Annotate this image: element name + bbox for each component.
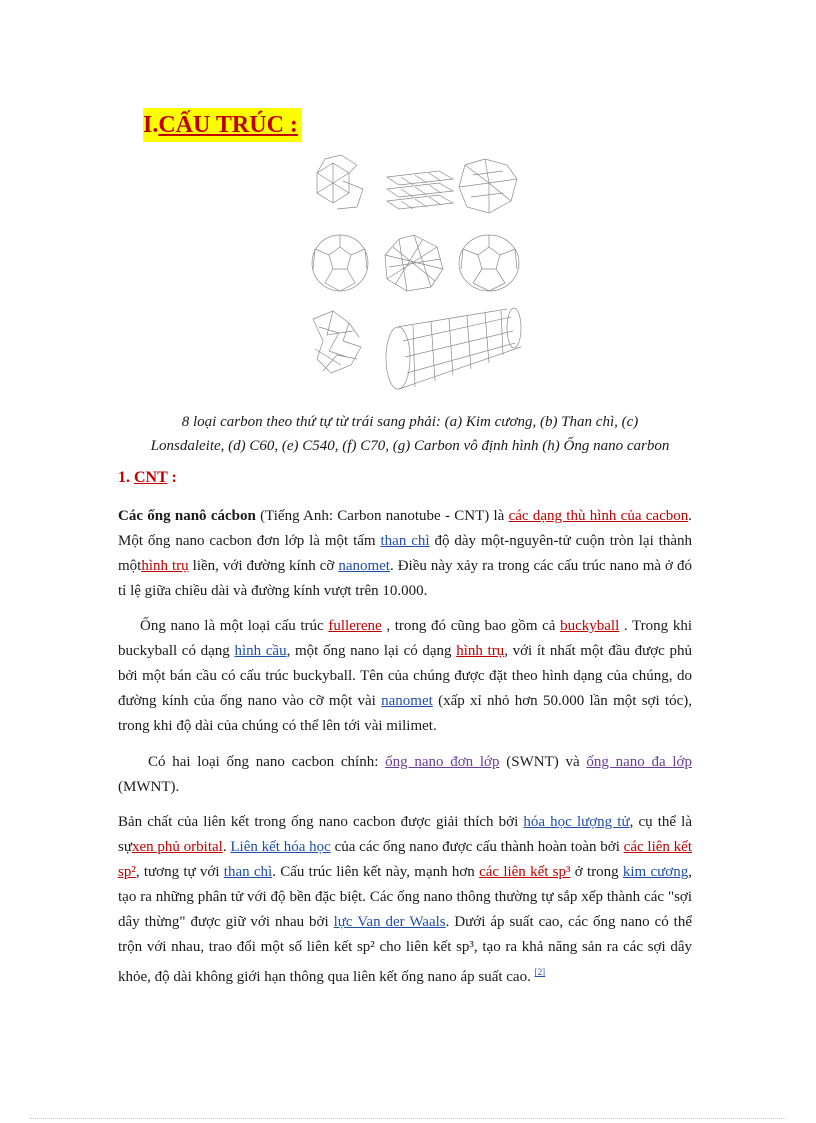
paragraph-2 (118, 614, 692, 739)
text: (xấp xỉ nhỏ hơn 50.000 lần một sợi tóc), trong khi độ dài của chúng có thể lên tới vài milimet. (118, 693, 692, 734)
section-heading (143, 108, 302, 142)
text: . Cấu trúc liên kết này, mạnh hơn (272, 864, 480, 880)
text: . Dưới áp suất cao, các ống nano có thể trộn với nhau, trao đổi một số liên kết sp² cho liên kết sp³, tạo ra khả năng sản ra các sợi dây khỏe, độ dài không giới hạn thông qua liên kết ống nano áp suất cao. (118, 914, 693, 985)
text: . Một ống nano cacbon đơn lớp là một tấm (118, 508, 692, 549)
carbon-allotropes-figure (303, 151, 525, 394)
nanometer-link[interactable]: nanomet (338, 558, 390, 574)
text: , tạo ra những phân tử với độ bền đặc biệt. Các ống nano thông thường tự sắp xếp thành các "sợi dây thừng" được giữ với nhau bởi (118, 864, 692, 930)
swnt-link[interactable]: ống nano đơn lớp (385, 754, 500, 770)
heading-text: CẤU TRÚC : (158, 112, 298, 138)
paragraph-3 (118, 750, 692, 800)
subsection-heading (118, 469, 177, 487)
reference-link[interactable]: [2] (534, 967, 546, 977)
c60-structure (312, 235, 368, 291)
text: (MWNT). (118, 779, 180, 795)
caption-line-1: 8 loại carbon theo thứ tự từ trái sang phải: (a) Kim cương, (b) Than chì, (c) (181, 414, 639, 430)
amorphous-carbon-structure (313, 311, 361, 373)
text: , với ít nhất một đầu được phủ bởi một bán cầu có cấu trúc buckyball. Tên của chúng được đặt theo hình dạng của chúng, do đường kính của ống nano vào cỡ một vài (118, 643, 692, 709)
text: (SWNT) và (499, 754, 587, 770)
sp2-bond-link[interactable]: các liên kết sp² (118, 839, 693, 880)
buckyball-link[interactable]: buckyball (560, 618, 620, 634)
text: , cụ thể là sự (118, 814, 692, 855)
page-footer-divider (30, 1118, 786, 1119)
sphere-link[interactable]: hình cầu (234, 643, 287, 659)
text: ở trong (570, 864, 623, 880)
orbital-overlap-link[interactable]: xen phủ orbital (131, 839, 223, 855)
subsection-suffix: : (167, 469, 177, 486)
sp3-bond-link[interactable]: các liên kết sp³ (479, 864, 571, 880)
nanotube-structure (386, 308, 521, 389)
cylinder-link-2[interactable]: hình trụ (456, 643, 505, 659)
text: độ dày một-nguyên-tử cuộn tròn lại thành một (118, 533, 692, 574)
text: Ống nano là một loại cấu trúc (140, 618, 329, 634)
text: (Tiếng Anh: Carbon nanotube - CNT) là (255, 508, 509, 524)
figure-caption (118, 410, 702, 458)
text: . Điều này xảy ra trong các cấu trúc nano mà ở đó tỉ lệ giữa chiều dài và đường kính vượt trên 10.000. (118, 558, 692, 599)
chemical-bond-link[interactable]: Liên kết hóa học (230, 839, 331, 855)
quantum-chemistry-link[interactable]: hóa học lượng tử (523, 814, 630, 830)
text: , tương tự với (135, 864, 224, 880)
diamond-link[interactable]: kim cương (622, 864, 689, 880)
text: , một ống nano lại có dạng (286, 643, 457, 659)
heading-number: I. (143, 112, 159, 138)
caption-line-2: Lonsdaleite, (d) C60, (e) C540, (f) C70, (g) Carbon vô định hình (h) Ống nano carbon (150, 438, 670, 454)
fullerene-link[interactable]: fullerene (328, 618, 382, 634)
allotropes-link[interactable]: các dạng thù hình của cacbon (508, 508, 689, 524)
cnt-link[interactable]: CNT (134, 469, 168, 486)
text: của các ống nano được cấu thành hoàn toàn bởi (330, 839, 624, 855)
text: . (222, 839, 231, 855)
cnt-term: Các ống nanô cácbon (118, 508, 256, 524)
cylinder-link[interactable]: hình trụ (141, 558, 189, 574)
van-der-waals-link[interactable]: lực Van der Waals (333, 914, 446, 930)
text: Bản chất của liên kết trong ống nano cacbon được giải thích bởi (118, 814, 524, 830)
text: . Trong khi buckyball có dạng (118, 618, 693, 659)
text: , trong đó cũng bao gồm cả (381, 618, 561, 634)
paragraph-4 (118, 810, 692, 990)
diamond-structure (317, 155, 363, 209)
mwnt-link[interactable]: ống nano đa lớp (586, 754, 692, 770)
text: liền, với đường kính cỡ (188, 558, 339, 574)
text: Có hai loại ống nano cacbon chính: (148, 754, 386, 770)
lonsdaleite-structure (459, 159, 517, 213)
c540-structure (385, 235, 443, 291)
subsection-number: 1. (118, 469, 134, 486)
c70-structure (459, 235, 519, 291)
nanometer-link-2[interactable]: nanomet (381, 693, 433, 709)
graphite-link-2[interactable]: than chì (223, 864, 273, 880)
allotropes-illustration (303, 151, 525, 394)
paragraph-1 (118, 504, 692, 604)
graphite-link[interactable]: than chì (380, 533, 430, 549)
graphite-structure (387, 171, 453, 209)
